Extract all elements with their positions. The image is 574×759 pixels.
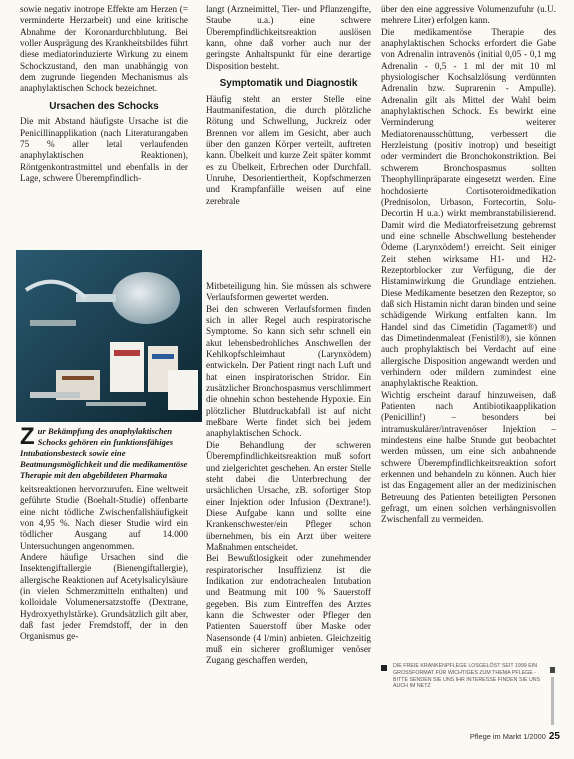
vertical-logo-icon — [548, 665, 558, 727]
column-2-bottom — [206, 281, 371, 667]
photo-caption — [20, 423, 196, 481]
section-heading-ursachen: Ursachen des Schocks — [49, 100, 159, 112]
column-2 — [206, 4, 371, 207]
paragraph: keitsreaktionen hervorzurufen. Eine weltweit geführte Studie (Boehalt-Studie) offenbarte eine nicht tödliche Zwischenfallshäufigkeit von 4,95 %. Nach dieser Studie wird ein tödlicher Ausgang auf 14.000 Untersuchungen angenommen. — [20, 484, 188, 551]
caption-drop-cap: Z — [20, 423, 35, 450]
paragraph: Wichtig erscheint darauf hinzuweisen, daß Patienten nach Antibiotikaapplikation (Penicillin!) – besonders bei intramuskulärer/intravenöser Injektion – mindestens eine halbe Stunde gut beobachtet werden müssen, um eine sich anbahnende schwere Überempfindlichkeitsreaktion sofort erkennen und behandeln zu können. Auch hier ist das Engagement aller an der medizinischen Betreuung des Patienten beteiligten Personen gefragt, um einen solchen verhängnisvollen Zwischenfall zu vermeiden. — [381, 389, 556, 525]
paragraph: sowie negativ inotrope Effekte am Herzen (= verminderte Herzarbeit) und eine kritische Abnahme der Koronardurchblutung. Bei voller Ausprägung des Krankheitsbildes führt diese mediatorinduzierte Wirkung zu einem Schockzustand, den man unabhängig von dem zugrunde liegenden Mechanismus als anaphylaktischen Schock bezeichnet. — [20, 4, 188, 94]
paragraph: Bei Bewußtlosigkeit oder zunehmender respiratorischer Insuffizienz ist die Indikation zur endotrachealen Intubation und Beatmung mit 100 % Sauerstoff gegeben. Bis zum Eintreffen des Arztes kann die Schwester oder Pfleger den Patienten Sauerstoff über Maske oder Nasensonde (4 l/min) anbieten. Gleichzeitig muß ein sicherer großlumiger venöser Zugang geschaffen werden, — [206, 553, 371, 666]
advertisement-text: DIE FREIE KRANKENPFLEGE LOSGELÖST SEIT 1999 EIN GROSSFORMAT FÜR WICHTIGES ZUM THEMA PFLEGE - BITTE SENDEN SIE UNS IHR INTERESSE FINDEN SIE UNS AUCH IM NETZ — [393, 663, 541, 690]
footer-journal: Pflege im Markt 1/2000 — [469, 732, 546, 741]
paragraph: Die medikamentöse Therapie des anaphylaktischen Schocks erfordert die Gabe von Adrenalin intravenös (initial 0,05 - 0,1 mg Adrenalin - 0,5 - 1 ml der mit 10 ml physiologischer Kochsalzlösung verdünnten Adrenalin bzw. Suprarenin - Ampulle). Adrenalin gilt als Mittel der Wahl beim anaphylaktischen Schock. Es bewirkt eine Verminderung weiterer Mediatorenausschüttung, verbessert die Herzleistung (positiv inotrop) und beseitigt oder vermindert die Bronchokonstriktion. Bei schwerem Bronchospasmus sollten Theophyllinpräparate eingesetzt werden. Eine hochdosierte Cortisoteroidmedikation (Prednisolon, Urbason, Fortecortin, Solu-Decortin H u.a.) wirkt membranstabilisierend. Damit wird die Mediatorfreisetzung gebremst und eine schnelle Abschwellung bestehender Ödeme (Larynxödem!) erreicht. Seit einiger Zeit stehen wirksame H1- und H2-Rezeptorblocker zur Verfügung, die der Histaminwirkung die Grundlage entziehen. Diese Medikamente besetzen den Rezeptor, so daß sich Histamin nicht daran binden und seine schädigende Wirkung entfalten kann. Im Handel sind das Cimetidin (Tagamet®) und das Dimetindenmaleat (Fenistil®), sie können auch prophylaktisch bei Verdacht auf eine allergische Disposition angewandt werden und verhindern oder mildern zumindest eine anaphylaktische Reaktion. — [381, 26, 556, 389]
paragraph: Mitbeteiligung hin. Sie müssen als schwere Verlaufsformen gewertet werden. — [206, 281, 371, 303]
paragraph: Die mit Abstand häufigste Ursache ist die Penicillinapplikation (nach Literaturangaben 75 % aller letal verlaufenden anaphylaktischen Reaktionen), Röntgenkontrastmittel und ebenfalls in der Lage, schwere Überempfindlich- — [20, 116, 188, 183]
paragraph: über den eine aggressive Volumenzufuhr (u.U. mehrere Liter) erfolgen kann. — [381, 4, 556, 26]
paragraph: Häufig steht an erster Stelle eine Hautmanifestation, die durch plötzliche Rötung und Schwellung, Juckreiz oder Brennen vor allem im Gesicht, aber auch über den ganzen Körper verteilt, auftreten kann. Übelkeit und kurze Zeit später kommt es zu Übelkeit, Erbrechen oder Durchfall. Unruhe, Desorientiertheit, Kopfschmerzen und Krampfanfälle weisen auf eine zerebrale — [206, 93, 371, 206]
column-1-bottom — [20, 484, 188, 643]
photo-illustration — [16, 250, 202, 422]
paragraph: Die Behandlung der schweren Überempfindlichkeitsreaktion muß sofort und zielgerichtet geschehen. An erster Stelle steht dabei die Unterbrechung der ursächlichen Ursache, zB. sofortiger Stop einer Injektion oder Infusion (Dextrane!). Diese Aufgabe kann und sollte eine Krankenschwester/ein Pfleger schon übernehmen, bis ein Arzt über weitere Maßnahmen entscheidet. — [206, 439, 371, 552]
caption-text: ur Bekämpfung des anaphylaktischen Schocks gehören ein funktionsfähiges Intubationsbesteck sowie eine Beatmungsmöglichkeit und die medikamentöse Therapie mit den abgebildeten Pharmaka — [20, 426, 188, 480]
column-1 — [20, 4, 188, 184]
square-bullet-icon — [381, 665, 387, 671]
paragraph: langt (Arzneimittel, Tier- und Pflanzengifte, Staube u.a.) eine schwere Überempfindlichkeitsreaktion auslösen kann, ohne daß vorher auch nur der geringste Anhaltspunkt für eine derartige Disposition besteht. — [206, 4, 371, 71]
advertisement-box — [381, 663, 541, 690]
section-heading-symptomatik: Symptomatik und Diagnostik — [219, 78, 358, 90]
paragraph: Bei den schweren Verlaufsformen finden sich in aller Regel auch respiratorische Symptome. So kann sich sehr schnell ein akut lebensbedrohliches Anschwellen der Kehlkopfschleimhaut (Larynxödem) entwickeln. Der Patient ringt nach Luft und hat einen inspiratorischen Stridor. Ein zusätzlicher Bronchospasmus verschlimmert die ohnehin schon bestehende Hypoxie. Ein plötzlicher Blutdruckabfall ist auf nicht meßbare Werte findet sich bei jedem anaphylaktischen Schock. — [206, 303, 371, 439]
page-footer — [470, 731, 560, 742]
paragraph: Andere häufige Ursachen sind die Insektengiftallergie (Bienengiftallergie), allergische Reaktionen auf Acetylsalicylsäure (in vielen Schmerzmitteln enthalten) und kolloidale Volumenersatzstoffe (Dextrane, Hydroxyethylstärke). Grundsätzlich gilt aber, daß fast jeder Fremdstoff, der in den Organismus ge- — [20, 552, 188, 642]
column-3 — [381, 4, 556, 526]
page-number: 25 — [548, 731, 560, 742]
photo-resuscitation-kit — [16, 250, 202, 422]
